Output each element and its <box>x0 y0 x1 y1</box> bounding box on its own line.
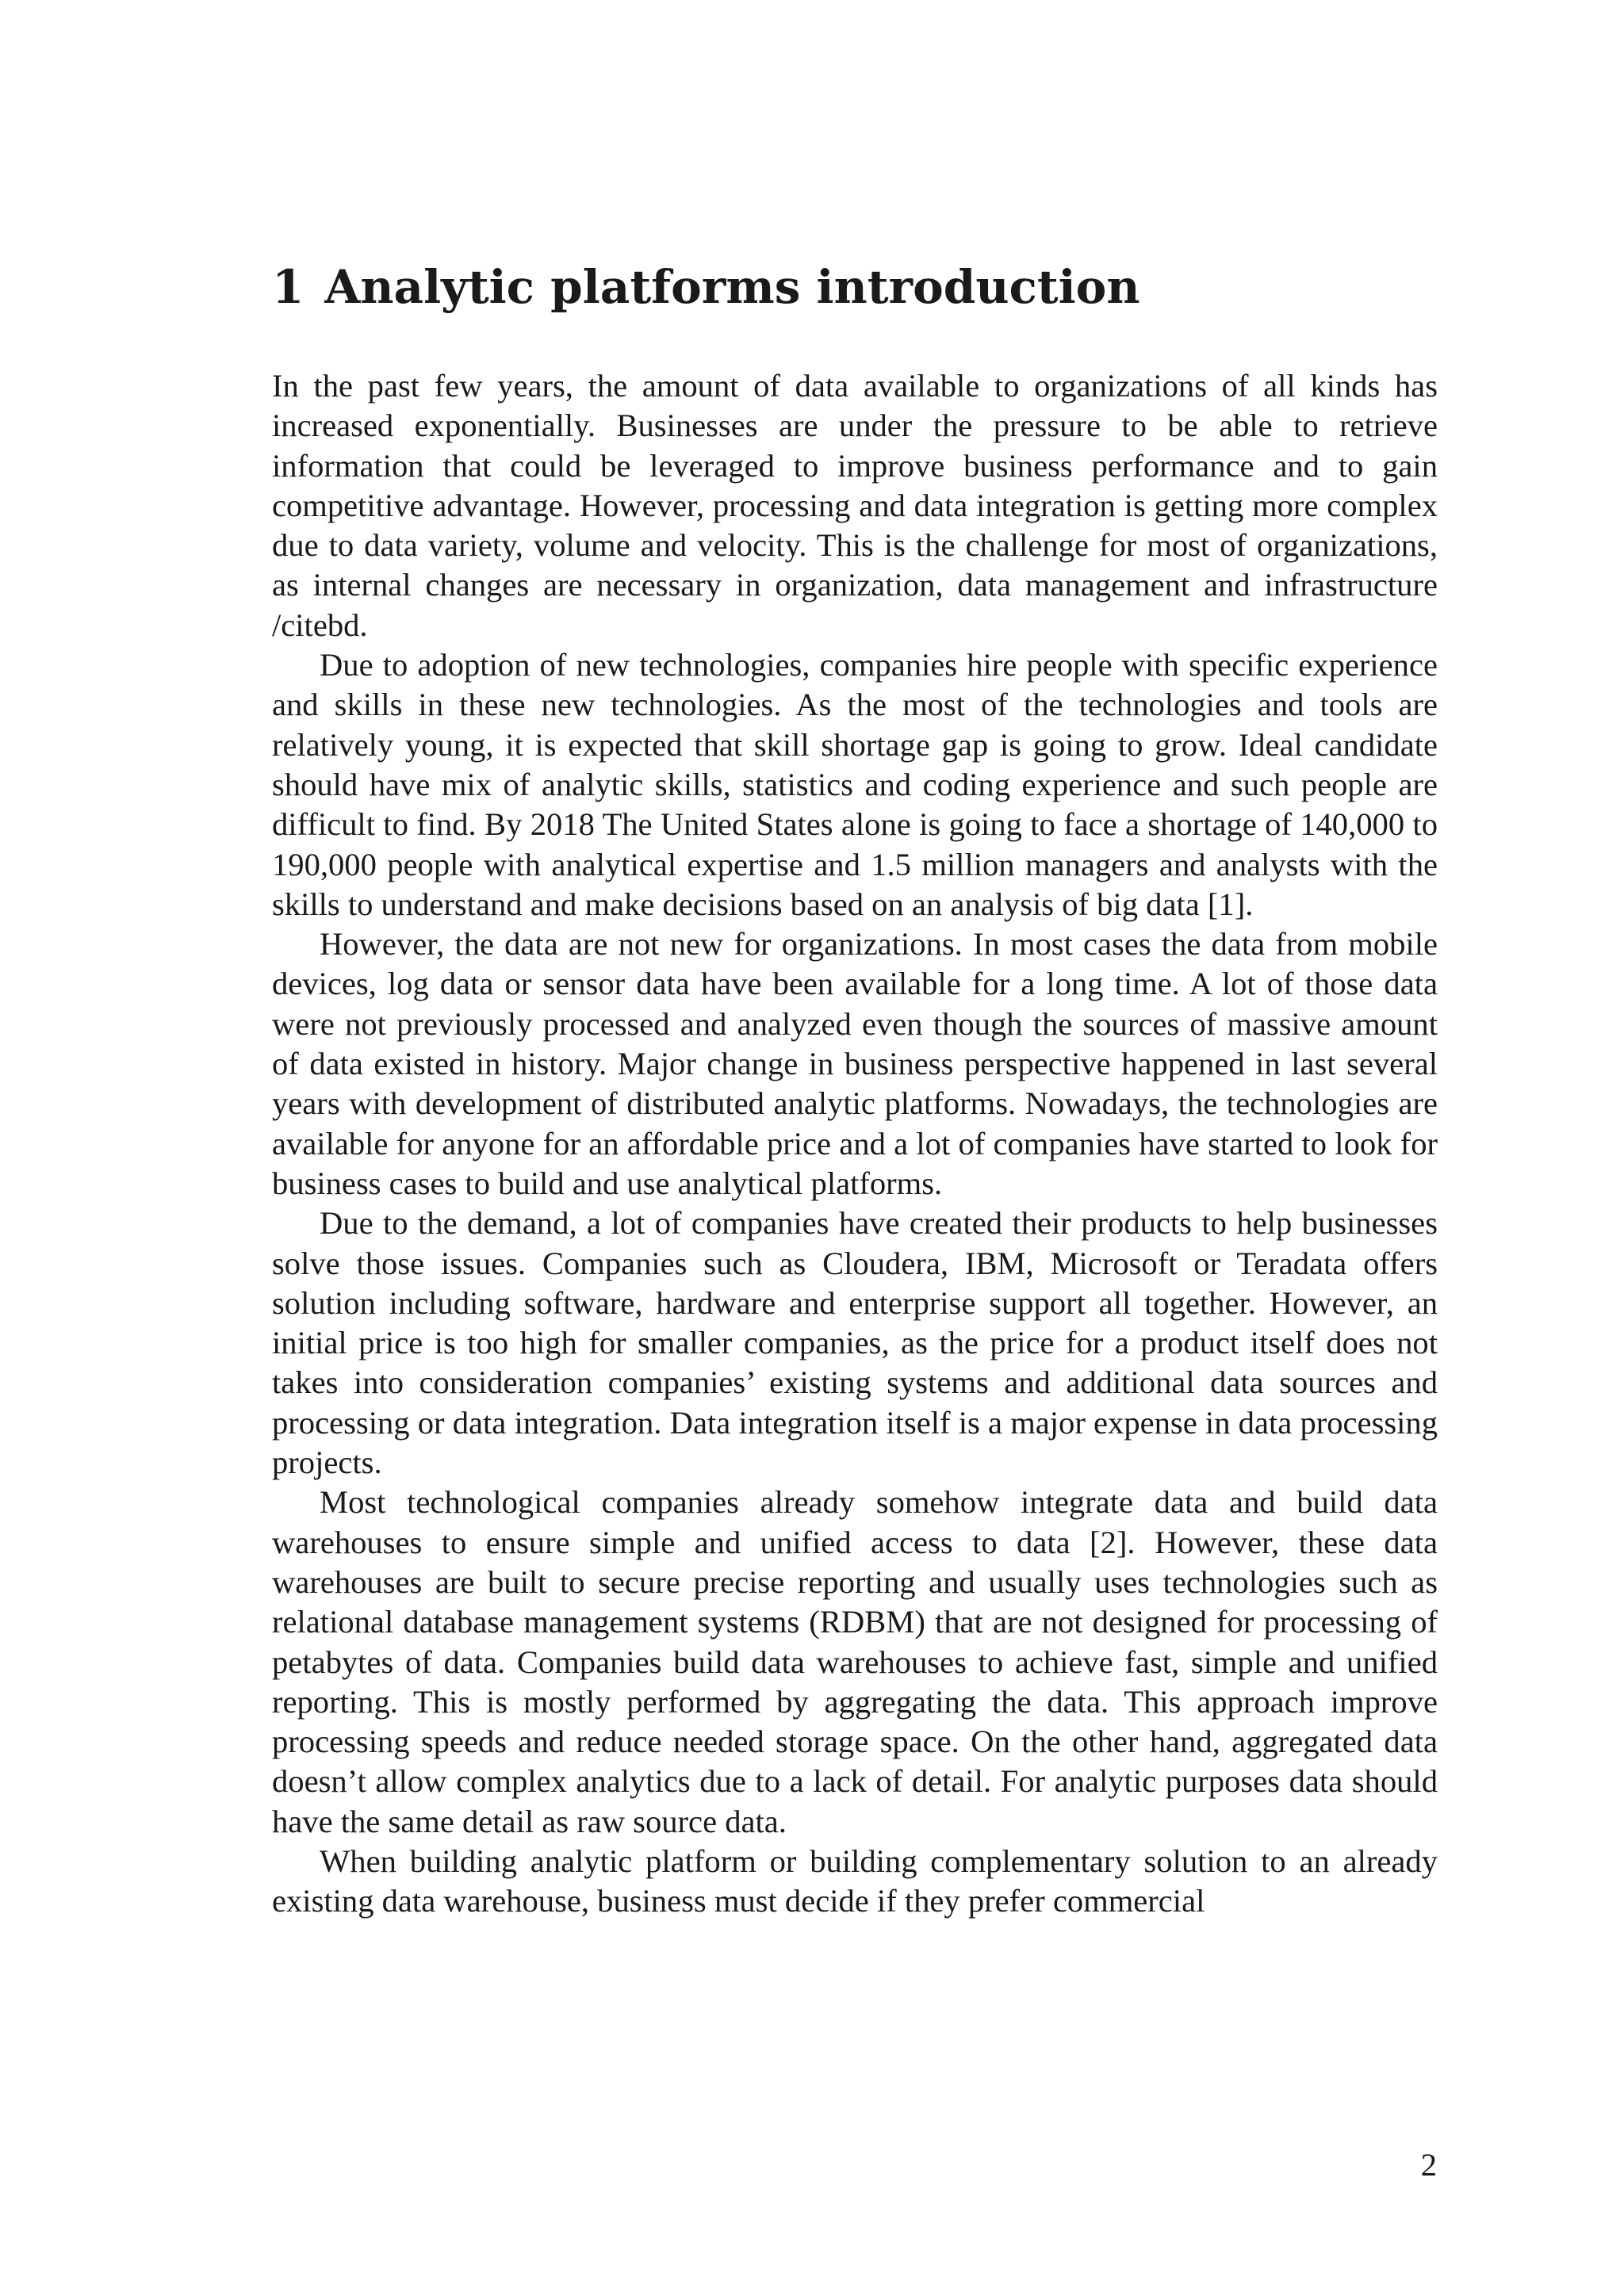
paragraph: Due to adoption of new technologies, companies hire people with specific experience and skills in these new technologies. As the most of the technologies and tools are relatively young, it is expected that skill shortage gap is going to grow. Ideal candidate should have mix of analytic skills, statistics and coding experience and such people are difficult to find. By 2018 The United States alone is going to face a shortage of 140,000 to 190,000 people with analytical expertise and 1.5 million managers and analysts with the skills to understand and make decisions based on an analysis of big data [1]. <box>272 647 1438 922</box>
paragraph: However, the data are not new for organizations. In most cases the data from mobile devices, log data or sensor data have been available for a long time. A lot of those data were not previously processed and analyzed even though the sources of massive amount of data existed in history. Major change in business perspective happened in last several years with development of distributed analytic platforms. Nowadays, the technologies are available for anyone for an affordable price and a lot of companies have started to look for business cases to build and use analytical platforms. <box>272 926 1438 1201</box>
chapter-number: 1 <box>272 260 304 314</box>
chapter-title: Analytic platforms introduction <box>324 260 1140 314</box>
body-text <box>272 366 1438 1922</box>
chapter-heading <box>272 255 1438 319</box>
page-number: 2 <box>1420 2147 1437 2183</box>
paragraph: When building analytic platform or building complementary solution to an already existing data warehouse, business must decide if they prefer commercial <box>272 1843 1438 1919</box>
paragraph: In the past few years, the amount of data available to organizations of all kinds has increased exponentially. Businesses are under the pressure to be able to retrieve information that could be leveraged to improve business performance and to gain competitive advantage. However, processing and data integration is getting more complex due to data variety, volume and velocity. This is the challenge for most of organizations, as internal changes are necessary in organization, data management and infrastructure /citebd. <box>272 368 1438 643</box>
paragraph: Due to the demand, a lot of companies have created their products to help businesses solve those issues. Companies such as Cloudera, IBM, Microsoft or Teradata offers solution including software, hardware and enterprise support all together. However, an initial price is too high for smaller companies, as the price for a product itself does not takes into consideration companies’ existing systems and additional data sources and processing or data integration. Data integration itself is a major expense in data processing projects. <box>272 1205 1438 1481</box>
paragraph: Most technological companies already somehow integrate data and build data warehouses to ensure simple and unified access to data [2]. However, these data warehouses are built to secure precise reporting and usually uses technologies such as relational database management systems (RDBM) that are not designed for processing of petabytes of data. Companies build data warehouses to achieve fast, simple and unified reporting. This is mostly performed by aggregating the data. This approach improve processing speeds and reduce needed storage space. On the other hand, aggregated data doesn’t allow complex analytics due to a lack of detail. For analytic purposes data should have the same detail as raw source data. <box>272 1484 1438 1839</box>
